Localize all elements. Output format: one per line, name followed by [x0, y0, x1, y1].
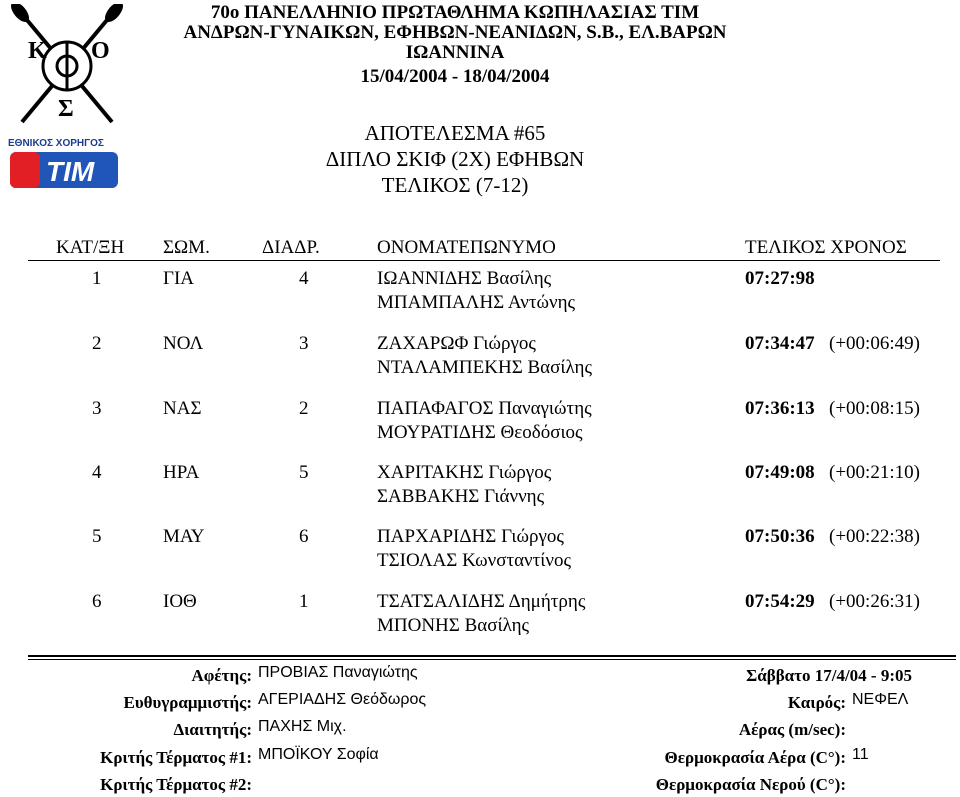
starter-name: ΠΡΟΒΙΑΣ Παναγιώτης	[258, 664, 418, 681]
final-time: 07:34:47	[745, 333, 815, 354]
club: ΗΡΑ	[163, 462, 200, 483]
rower-2: ΤΣΙΟΛΑΣ Κωνσταντίνος	[377, 550, 572, 571]
rower-1: ΤΣΑΤΣΑΛΙΔΗΣ Δημήτρης	[377, 591, 586, 612]
rower-1: ΖΑΧΑΡΩΦ Γιώργος	[377, 333, 536, 354]
finish-judge-1-name: ΜΠΟΪΚΟΥ Σοφία	[258, 746, 379, 763]
time-difference: (+00:06:49)	[829, 333, 920, 354]
date-range: 15/04/2004 - 18/04/2004	[360, 66, 550, 87]
rank: 5	[92, 526, 102, 547]
club: ΜΑΥ	[163, 526, 205, 547]
rower-2: ΜΟΥΡΑΤΙΔΗΣ Θεοδόσιος	[377, 422, 583, 443]
svg-text:TIM: TIM	[46, 156, 95, 187]
final-time: 07:36:13	[745, 398, 815, 419]
finish-judge-2-label: Κριτής Τέρματος #2:	[100, 775, 252, 794]
rower-1: ΠΑΠΑΦΑΓΟΣ Παναγιώτης	[377, 398, 592, 419]
categories-line: ΑΝΔΡΩΝ-ΓΥΝΑΙΚΩΝ, ΕΦΗΒΩΝ-ΝΕΑΝΙΔΩΝ, S.B., ΕΛ.ΒΑΡΩΝ	[183, 22, 727, 43]
lane: 2	[299, 398, 309, 419]
umpire-name: ΠΑΧΗΣ Μιχ.	[258, 718, 347, 735]
venue: ΙΩΑΝΝΙΝΑ	[405, 42, 505, 63]
rower-2: ΣΑΒΒΑΚΗΣ Γιάννης	[377, 486, 545, 507]
lane: 4	[299, 268, 309, 289]
rower-2: ΝΤΑΛΑΜΠΕΚΗΣ Βασίλης	[377, 357, 592, 378]
time-difference: (+00:22:38)	[829, 526, 920, 547]
rank: 2	[92, 333, 102, 354]
final-time: 07:27:98	[745, 268, 815, 289]
club: ΝΟΛ	[163, 333, 204, 354]
starter-label: Αφέτης:	[191, 666, 252, 685]
col-name: ΟΝΟΜΑΤΕΠΩΝΥΜΟ	[377, 237, 556, 258]
col-lane: ΔΙΑΔΡ.	[262, 237, 320, 258]
air-temp-value: 11	[852, 746, 869, 763]
rower-2: ΜΠΑΜΠΑΛΗΣ Αντώνης	[377, 292, 576, 313]
footer-divider-top	[28, 655, 956, 657]
weather-label: Καιρός:	[787, 693, 846, 712]
air-temp-label: Θερμοκρασία Αέρα (C°):	[664, 748, 846, 767]
club: ΙΟΘ	[163, 591, 197, 612]
finish-judge-1-label: Κριτής Τέρματος #1:	[100, 748, 252, 767]
lane: 6	[299, 526, 309, 547]
rank: 1	[92, 268, 102, 289]
rower-1: ΠΑΡΧΑΡΙΔΗΣ Γιώργος	[377, 526, 564, 547]
aligner-name: ΑΓΕΡΙΑΔΗΣ Θεόδωρος	[258, 691, 427, 708]
svg-text:Κ: Κ	[28, 38, 47, 64]
race-stage: ΤΕΛΙΚΟΣ (7-12)	[381, 173, 529, 197]
kofs-emblem-icon	[8, 4, 128, 194]
rank: 3	[92, 398, 102, 419]
club: ΝΑΣ	[163, 398, 202, 419]
result-number: ΑΠΟΤΕΛΕΣΜΑ #65	[364, 121, 546, 145]
wind-label: Αέρας (m/sec):	[738, 720, 846, 739]
weather-value: ΝΕΦΕΛ	[852, 691, 909, 708]
umpire-label: Διαιτητής:	[173, 720, 252, 739]
championship-title: 70ο ΠΑΝΕΛΛΗΝΙΟ ΠΡΩΤΑΘΛΗΜΑ ΚΩΠΗΛΑΣΙΑΣ ΤΙΜ	[210, 2, 700, 23]
rower-1: ΧΑΡΙΤΑΚΗΣ Γιώργος	[377, 462, 552, 483]
col-club: ΣΩΜ.	[163, 237, 210, 258]
lane: 5	[299, 462, 309, 483]
rower-1: ΙΩΑΝΝΙΔΗΣ Βασίλης	[377, 268, 552, 289]
water-temp-label: Θερμοκρασία Νερού (C°):	[655, 775, 846, 794]
lane: 1	[299, 591, 309, 612]
rank: 6	[92, 591, 102, 612]
federation-logo	[8, 4, 128, 194]
lane: 3	[299, 333, 309, 354]
final-time: 07:49:08	[745, 462, 815, 483]
race-date: Σάββατο 17/4/04 - 9:05	[746, 666, 912, 685]
col-time: ΤΕΛΙΚΟΣ ΧΡΟΝΟΣ	[745, 237, 907, 258]
time-difference: (+00:26:31)	[829, 591, 920, 612]
time-difference: (+00:08:15)	[829, 398, 920, 419]
rower-2: ΜΠΟΝΗΣ Βασίλης	[377, 615, 530, 636]
footer-divider-bottom	[28, 659, 956, 660]
header-divider	[28, 260, 940, 261]
col-rank: ΚΑΤ/ΞΗ	[56, 237, 125, 258]
svg-text:Ο: Ο	[91, 38, 110, 64]
time-difference: (+00:21:10)	[829, 462, 920, 483]
svg-text:Σ: Σ	[58, 96, 74, 122]
final-time: 07:54:29	[745, 591, 815, 612]
club: ΓΙΑ	[163, 268, 195, 289]
event-name: ΔΙΠΛΟ ΣΚΙΦ (2Χ) ΕΦΗΒΩΝ	[325, 147, 585, 171]
aligner-label: Ευθυγραμμιστής:	[123, 693, 252, 712]
rank: 4	[92, 462, 102, 483]
svg-text:ΕΘΝΙΚΟΣ ΧΟΡΗΓΟΣ: ΕΘΝΙΚΟΣ ΧΟΡΗΓΟΣ	[8, 138, 104, 149]
final-time: 07:50:36	[745, 526, 815, 547]
